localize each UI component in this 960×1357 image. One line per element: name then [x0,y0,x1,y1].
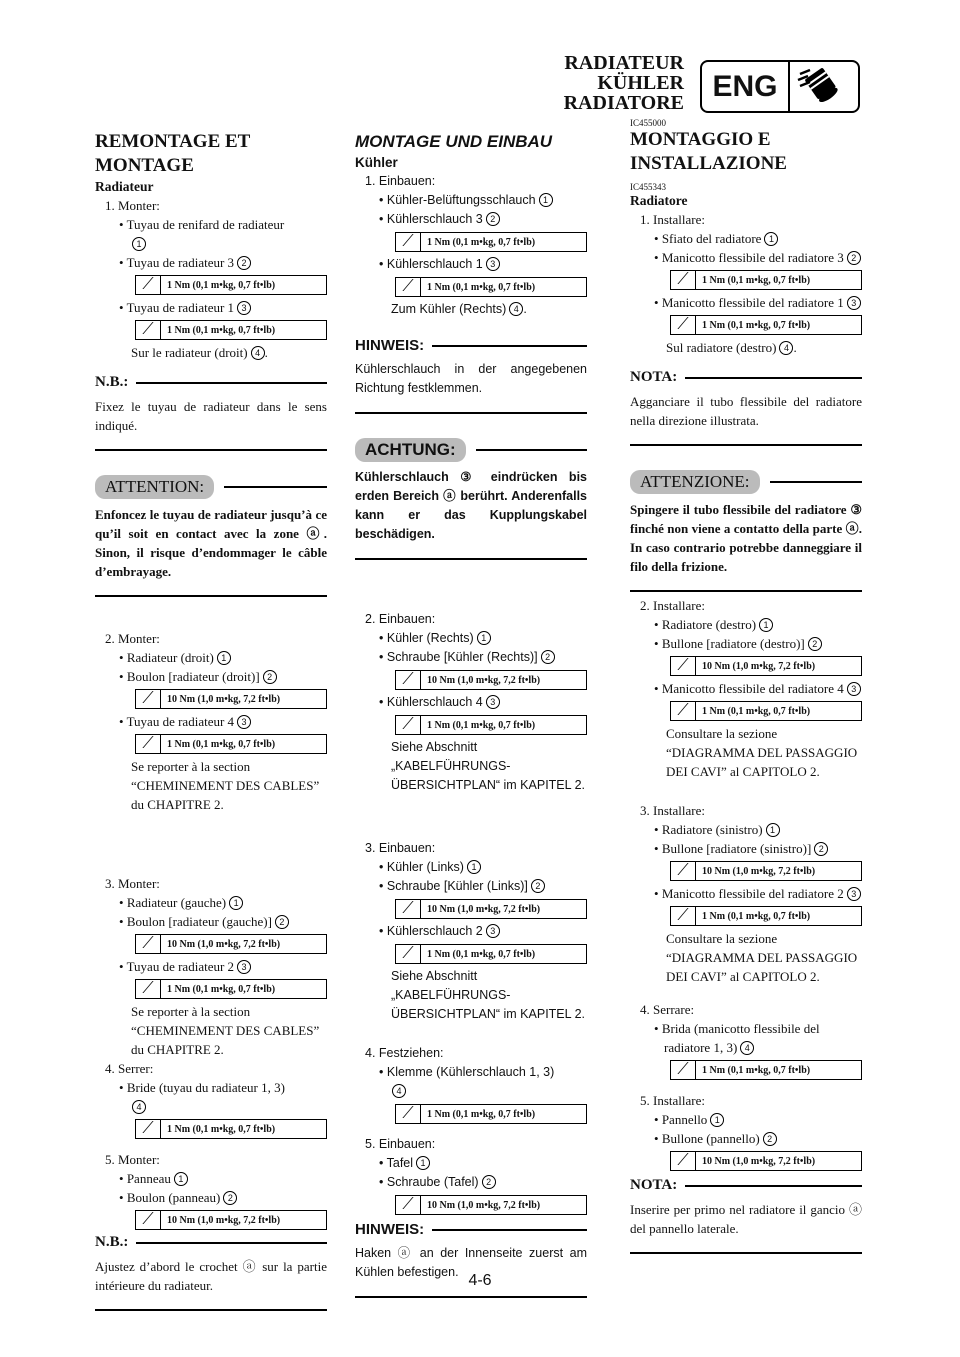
fr-nb-2 [95,1234,327,1251]
wrench-icon: ⟋ [671,907,696,925]
de-item-text: Klemme (Kühlerschlauch 1, 3) [386,1065,555,1079]
marker-2: 2 [482,1175,496,1189]
torque-value: 10 Nm (1,0 m•kg, 7,2 ft•lb) [702,1155,816,1167]
fr-item-text: Radiateur (droit) [126,650,214,665]
it-attenzione-text: Spingere il tubo flessibile del radiatore ③ finché non viene a contatto della parte ⓐ. In caso contrario potrebbe danneggiare il filo della frizione. [630,502,862,574]
column-italian [630,118,862,1254]
fr-item-text: Bride (tuyau du radiateur 1, 3) [126,1080,285,1095]
divider [770,481,862,483]
marker-3: 3 [847,887,861,901]
de-achtung [355,438,587,462]
fr-title-line2: MONTAGE [95,155,194,176]
torque-value: 10 Nm (1,0 m•kg, 7,2 ft•lb) [167,1214,281,1226]
eng-label: ENG [702,62,790,111]
marker-2: 2 [531,879,545,893]
it-step2: 2. Installare: [640,598,705,613]
fr-item-text: Boulon [radiateur (droit)] [126,669,260,684]
marker-1: 1 [416,1156,430,1170]
nota-label: NOTA: [630,369,678,385]
torque-spec [670,701,862,721]
attenzione-label: ATTENZIONE: [630,470,760,494]
marker-2: 2 [263,670,277,684]
it-item-text: Manicotto flessibile del radiatore 1 [661,295,844,310]
it-item-text: Bullone [radiatore (destro)] [661,636,805,651]
torque-spec [670,315,862,335]
fr-step4: 4. Serrer: [105,1061,154,1076]
it-item-text: Bullone (pannello) [661,1131,760,1146]
de-step4: 4. Festziehen: [365,1046,444,1060]
marker-2: 2 [275,915,289,929]
marker-3: 3 [847,296,861,310]
torque-value: 1 Nm (0,1 m•kg, 0,7 ft•lb) [702,1064,811,1076]
fr-nb-1-text: Fixez le tuyau de radiateur dans le sens indiqué. [95,399,327,433]
fr-step5-item1: • Panneau 1 [95,1169,327,1188]
note-text: Sul radiatore (destro) [666,340,777,355]
torque-spec [670,1060,862,1080]
de-step5-item2: • Schraube (Tafel) 2 [355,1173,587,1192]
torque-spec [135,689,327,709]
it-step1-item2: • Manicotto flessibile del radiatore 3 2 [630,248,862,267]
column-french [95,118,327,1311]
fr-item-text: Boulon [radiateur (gauche)] [126,914,272,929]
header-title-fr: RADIATEUR [564,52,684,74]
de-step5-item1: • Tafel 1 [355,1154,587,1173]
fr-step3-note: Se reporter à la section “CHEMINEMENT DES CABLES” du CHAPITRE 2. [131,1004,320,1057]
torque-value: 10 Nm (1,0 m•kg, 7,2 ft•lb) [702,865,816,877]
wrench-icon: ⟋ [396,716,421,734]
torque-value: 1 Nm (0,1 m•kg, 0,7 ft•lb) [167,983,276,995]
it-step4-item1: • Brida (manicotto flessibile del radiatore 1, 3) 4 [654,1021,820,1055]
marker-4: 4 [509,302,523,316]
marker-1: 1 [766,823,780,837]
fr-step1-item3: • Tuyau de radiateur 1 3 [95,298,327,317]
de-hinweis-2-text: Haken ⓐ an der Innenseite zuerst am Kühlen befestigen. [355,1246,587,1279]
marker-4: 4 [740,1041,754,1055]
marker-1: 1 [174,1172,188,1186]
it-title-line1: MONTAGGIO E [630,129,771,150]
wrench-icon: ⟋ [396,1105,421,1123]
nb-label: N.B.: [95,1234,129,1250]
it-nota-2 [630,1177,862,1194]
torque-spec [135,1119,327,1139]
wrench-icon: ⟋ [136,735,161,753]
de-item-text: Tafel [386,1156,414,1170]
torque-value: 1 Nm (0,1 m•kg, 0,7 ft•lb) [427,236,536,248]
divider [476,449,587,451]
de-step3: 3. Einbauen: [365,841,436,855]
wrench-icon: ⟋ [671,1061,696,1079]
wrench-icon: ⟋ [136,321,161,339]
torque-spec [135,275,327,295]
torque-value: 1 Nm (0,1 m•kg, 0,7 ft•lb) [167,324,276,336]
torque-spec [135,1210,327,1230]
marker-4: 4 [779,341,793,355]
it-item-text: Manicotto flessibile del radiatore 2 [661,886,844,901]
de-item-text: Schraube [Kühler (Links)] [386,879,528,893]
marker-2: 2 [486,212,500,226]
fr-item-text: Radiateur (gauche) [126,895,227,910]
torque-value: 10 Nm (1,0 m•kg, 7,2 ft•lb) [167,693,281,705]
divider [432,1229,587,1231]
de-step2-item2: • Schraube [Kühler (Rechts)] 2 [355,648,587,667]
wrench-icon: ⟋ [136,276,161,294]
it-title-line2: INSTALLAZIONE [630,153,787,174]
torque-value: 10 Nm (1,0 m•kg, 7,2 ft•lb) [702,660,816,672]
de-step5: 5. Einbauen: [365,1137,436,1151]
fr-marker-1 [95,234,327,253]
de-step1-item2: • Kühlerschlauch 3 2 [355,210,587,229]
marker-1: 1 [477,631,491,645]
fr-step5: 5. Monter: [105,1152,160,1167]
marker-2: 2 [763,1132,777,1146]
de-step3-item1: • Kühler (Links) 1 [355,858,587,877]
marker-1: 1 [132,237,146,251]
fr-step1-note: Sur le radiateur (droit) 4 . [131,345,268,360]
wrench-icon: ⟋ [671,271,696,289]
it-step3-note: Consultare la sezione “DIAGRAMMA DEL PASSAGGIO DEI CAVI” al CAPITOLO 2. [666,931,858,984]
de-step3-item2: • Schraube [Kühler (Links)] 2 [355,877,587,896]
de-item-text: Kühlerschlauch 1 [386,257,483,271]
it-step3-item2: • Bullone [radiatore (sinistro)] 2 [630,839,862,858]
it-step1-item3: • Manicotto flessibile del radiatore 1 3 [630,293,862,312]
marker-1: 1 [710,1113,724,1127]
torque-value: 1 Nm (0,1 m•kg, 0,7 ft•lb) [167,1123,276,1135]
marker-3: 3 [486,257,500,271]
torque-spec [135,320,327,340]
it-step4: 4. Serrare: [640,1002,695,1017]
de-step3-note: Siehe Abschnitt „KABELFÜHRUNGS-ÜBERSICHTPLAN“ im KAPITEL 2. [391,969,586,1021]
fr-attention-text: Enfoncez le tuyau de radiateur jusqu’à ce qu’il soit en contact avec la zone ⓐ. Sinon, il risque d’endommager le câble d’embrayage. [95,507,327,579]
wrench-icon: ⟋ [136,1120,161,1138]
torque-value: 1 Nm (0,1 m•kg, 0,7 ft•lb) [427,948,536,960]
divider [685,1185,862,1187]
marker-2: 2 [223,1191,237,1205]
fr-marker-4 [95,1097,327,1116]
divider [95,1309,327,1311]
hinweis-label: HINWEIS: [355,1221,425,1238]
fr-subtitle: Radiateur [95,179,154,194]
marker-2: 2 [237,256,251,270]
it-item-text: Radiatore (destro) [661,617,757,632]
marker-1: 1 [217,651,231,665]
note-text: Sur le radiateur (droit) [131,345,248,360]
torque-spec [395,899,587,919]
wrench-icon: ⟋ [396,1196,421,1214]
wrench-icon: ⟋ [136,1211,161,1229]
de-step1-note: Zum Kühler (Rechts) 4 . [391,302,527,316]
it-step2-item2: • Bullone [radiatore (destro)] 2 [630,634,862,653]
fr-step2-item1: • Radiateur (droit) 1 [95,648,327,667]
it-step2-item3: • Manicotto flessibile del radiatore 4 3 [630,679,862,698]
torque-value: 1 Nm (0,1 m•kg, 0,7 ft•lb) [167,738,276,750]
fr-item-text: Tuyau de radiateur 2 [126,959,235,974]
torque-value: 10 Nm (1,0 m•kg, 7,2 ft•lb) [167,938,281,950]
attention-label: ATTENTION: [95,475,214,499]
wrench-icon: ⟋ [396,900,421,918]
torque-value: 1 Nm (0,1 m•kg, 0,7 ft•lb) [702,705,811,717]
marker-3: 3 [237,960,251,974]
torque-spec [395,715,587,735]
fr-step1-item1: • Tuyau de renifard de radiateur [119,217,285,232]
marker-3: 3 [237,715,251,729]
fr-step4-item1: • Bride (tuyau du radiateur 1, 3) [119,1080,285,1095]
page-header-titles [564,53,684,113]
torque-spec [395,670,587,690]
header-title-it: RADIATORE [563,92,684,114]
marker-1: 1 [467,860,481,874]
de-step2: 2. Einbauen: [365,612,436,626]
nota-label: NOTA: [630,1177,678,1193]
de-item-text: Kühlerschlauch 2 [386,924,483,938]
torque-value: 1 Nm (0,1 m•kg, 0,7 ft•lb) [702,910,811,922]
marker-2: 2 [808,637,822,651]
fr-step3-item2: • Boulon [radiateur (gauche)] 2 [95,912,327,931]
marker-1: 1 [539,193,553,207]
it-step1-note: Sul radiatore (destro) 4 . [666,340,797,355]
de-item-text: Schraube (Tafel) [386,1175,479,1189]
fr-step2-item2: • Boulon [radiateur (droit)] 2 [95,667,327,686]
it-nota-1-text: Agganciare il tubo flessibile del radiatore nella direzione illustrata. [630,394,862,428]
wrench-icon: ⟋ [136,690,161,708]
section-badge [700,60,860,113]
marker-2: 2 [847,251,861,265]
wrench-icon: ⟋ [396,278,421,296]
marker-1: 1 [759,618,773,632]
fr-step1: 1. Monter: [105,198,160,213]
torque-value: 1 Nm (0,1 m•kg, 0,7 ft•lb) [167,279,276,291]
marker-3: 3 [486,695,500,709]
it-item-text: Manicotto flessibile del radiatore 3 [661,250,844,265]
torque-value: 1 Nm (0,1 m•kg, 0,7 ft•lb) [427,281,536,293]
marker-1: 1 [764,232,778,246]
torque-value: 1 Nm (0,1 m•kg, 0,7 ft•lb) [427,1108,536,1120]
de-hinweis-2 [355,1221,587,1238]
fr-item-text: Boulon (panneau) [126,1190,221,1205]
torque-spec [135,734,327,754]
it-nota-2-text: Inserire per primo nel radiatore il gancio ⓐ del pannello laterale. [630,1202,862,1236]
wrench-icon: ⟋ [671,1152,696,1170]
marker-3: 3 [237,301,251,315]
it-step5-item2: • Bullone (pannello) 2 [630,1129,862,1148]
divider [136,382,327,384]
achtung-label: ACHTUNG: [355,438,466,462]
de-step2-item3: • Kühlerschlauch 4 3 [355,693,587,712]
divider [355,1296,587,1298]
column-german [355,118,587,1298]
it-step3: 3. Installare: [640,803,705,818]
torque-spec [395,1104,587,1124]
fr-step3-item1: • Radiateur (gauche) 1 [95,893,327,912]
it-item-text: Brida (manicotto flessibile del radiatore 1, 3) [661,1021,820,1055]
page-number: 4-6 [468,1272,492,1289]
de-step1: 1. Einbauen: [365,174,436,188]
de-step2-item1: • Kühler (Rechts) 1 [355,629,587,648]
fr-nb-1 [95,374,327,391]
wrench-icon: ⟋ [671,657,696,675]
de-item-text: Kühler (Links) [386,860,464,874]
de-step3-item3: • Kühlerschlauch 2 3 [355,922,587,941]
marker-2: 2 [814,842,828,856]
it-step2-item1: • Radiatore (destro) 1 [630,615,862,634]
divider [136,1242,327,1244]
fr-step2-note: Se reporter à la section “CHEMINEMENT DES CABLES” du CHAPITRE 2. [131,759,320,812]
de-item-text: Kühlerschlauch 4 [386,695,483,709]
it-subtitle: Radiatore [630,193,688,208]
it-nota-1 [630,369,862,386]
marker-4: 4 [132,1100,146,1114]
fr-item-text: Panneau [126,1171,171,1186]
marker-4: 4 [392,1084,406,1098]
de-marker-4 [355,1082,587,1101]
fr-item-text: Tuyau de renifard de radiateur [126,217,285,232]
fr-title-line1: REMONTAGE ET [95,131,251,152]
fr-item-text: Tuyau de radiateur 1 [126,300,235,315]
wrench-icon: ⟋ [671,862,696,880]
divider [685,377,862,379]
torque-spec [670,656,862,676]
fr-step1-item2: • Tuyau de radiateur 3 2 [95,253,327,272]
marker-3: 3 [486,924,500,938]
marker-3: 3 [847,682,861,696]
fr-step5-item2: • Boulon (panneau) 2 [95,1188,327,1207]
de-hinweis-1 [355,337,587,354]
nb-label: N.B.: [95,374,129,390]
de-step2-note: Siehe Abschnitt „KABELFÜHRUNGS-ÜBERSICHTPLAN“ im KAPITEL 2. [391,740,586,792]
it-attenzione [630,470,862,494]
wrench-icon: ⟋ [136,935,161,953]
de-title: MONTAGE UND EINBAU [355,132,553,151]
de-step1-item3: • Kühlerschlauch 1 3 [355,255,587,274]
fr-item-text: Tuyau de radiateur 4 [126,714,235,729]
it-code-1: IC455000 [630,118,666,128]
torque-value: 1 Nm (0,1 m•kg, 0,7 ft•lb) [427,719,536,731]
it-step1: 1. Installare: [640,212,705,227]
marker-2: 2 [541,650,555,664]
marker-4: 4 [251,346,265,360]
torque-spec [395,1195,587,1215]
fr-step2-item3: • Tuyau de radiateur 4 3 [95,712,327,731]
divider [630,1252,862,1254]
torque-value: 10 Nm (1,0 m•kg, 7,2 ft•lb) [427,903,541,915]
de-item-text: Schraube [Kühler (Rechts)] [386,650,538,664]
torque-spec [135,979,327,999]
it-step1-item1: • Sfiato del radiatore 1 [630,229,862,248]
it-item-text: Manicotto flessibile del radiatore 4 [661,681,844,696]
fr-step3-item3: • Tuyau de radiateur 2 3 [95,957,327,976]
it-step2-note: Consultare la sezione “DIAGRAMMA DEL PASSAGGIO DEI CAVI” al CAPITOLO 2. [666,726,858,779]
fr-item-text: Tuyau de radiateur 3 [126,255,235,270]
torque-value: 10 Nm (1,0 m•kg, 7,2 ft•lb) [427,1199,541,1211]
torque-spec [670,270,862,290]
fr-attention [95,475,327,499]
wrench-icon: ⟋ [136,980,161,998]
de-step4-item1: • Klemme (Kühlerschlauch 1, 3) [379,1065,555,1079]
it-code-2: IC455343 [630,182,666,192]
torque-value: 10 Nm (1,0 m•kg, 7,2 ft•lb) [427,674,541,686]
header-title-de: KÜHLER [597,72,684,94]
it-step3-item3: • Manicotto flessibile del radiatore 2 3 [630,884,862,903]
it-item-text: Bullone [radiatore (sinistro)] [661,841,812,856]
fr-step2: 2. Monter: [105,631,160,646]
it-item-text: Radiatore (sinistro) [661,822,763,837]
de-item-text: Kühler (Rechts) [386,631,474,645]
divider [224,486,327,488]
it-step3-item1: • Radiatore (sinistro) 1 [630,820,862,839]
divider [355,412,587,414]
wrench-icon: ⟋ [671,316,696,334]
torque-value: 1 Nm (0,1 m•kg, 0,7 ft•lb) [702,274,811,286]
wrench-icon: ⟋ [396,671,421,689]
torque-value: 1 Nm (0,1 m•kg, 0,7 ft•lb) [702,319,811,331]
hinweis-label: HINWEIS: [355,337,425,354]
it-step5-item1: • Pannello 1 [630,1110,862,1129]
de-subtitle: Kühler [355,155,398,170]
de-item-text: Kühlerschlauch 3 [386,212,483,226]
it-step5: 5. Installare: [640,1093,705,1108]
it-item-text: Pannello [661,1112,708,1127]
torque-spec [670,861,862,881]
divider [432,345,587,347]
de-step1-item1: • Kühler-Belüftungsschlauch 1 [355,191,587,210]
marker-1: 1 [229,896,243,910]
de-item-text: Kühler-Belüftungsschlauch [386,193,536,207]
wrench-icon: ⟋ [396,233,421,251]
de-achtung-text: Kühlerschlauch ③ eindrücken bis erden Bereich ⓐ berührt. Anderenfalls kann er das Kupplungskabel beschädigen. [355,470,587,541]
wrench-icon: ⟋ [396,945,421,963]
it-item-text: Sfiato del radiatore [661,231,762,246]
torque-spec [395,944,587,964]
torque-spec [670,1151,862,1171]
torque-spec [135,934,327,954]
de-hinweis-1-text: Kühlerschlauch in der angegebenen Richtung festklemmen. [355,362,587,395]
torque-spec [670,906,862,926]
torque-spec [395,232,587,252]
divider [95,449,327,451]
torque-spec [395,277,587,297]
fr-nb-2-text: Ajustez d’abord le crochet ⓐ sur la partie intérieure du radiateur. [95,1259,327,1293]
note-text: Zum Kühler (Rechts) [391,302,507,316]
engine-piston-icon [790,62,858,111]
divider [630,444,862,446]
fr-step3: 3. Monter: [105,876,160,891]
wrench-icon: ⟋ [671,702,696,720]
